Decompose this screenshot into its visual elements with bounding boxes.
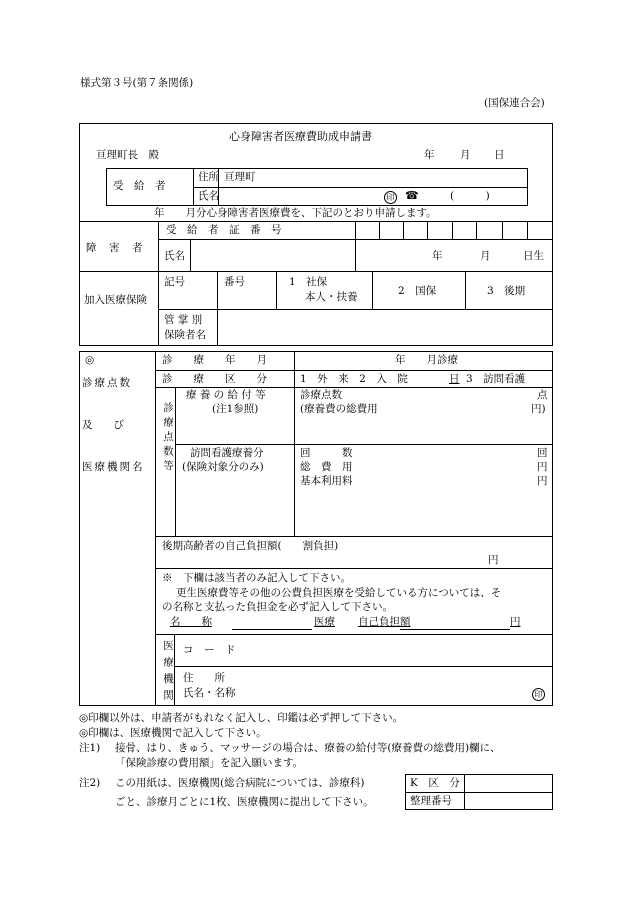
k-category-label: K 区 分 [410,777,460,789]
note-line-3: の名称と支払った負担金を必ず記入して下さい。 [162,601,393,613]
note-line-2: 更生医療費等その他の公費負担医療を受給している方については、そ [176,587,502,599]
treatment-class-days[interactable]: 日 [449,373,460,385]
benefit-note: (注1参照) [212,403,259,415]
note-seal: ◎印欄以外は、申請者がもれなく記入し、印鑑は必ず押して下さい。 [79,712,404,724]
treatment-class-home[interactable]: 3 訪問看護 [466,373,526,385]
recipient-label: 受 給 者 [113,180,166,192]
note-1-line-2: 「保険診療の費用額」を記入願います。 [115,757,304,769]
name-label: 氏名 [198,190,219,202]
addressee: 亘理町長 殿 [96,149,159,161]
insurance-label: 加入医療保険 [84,294,147,306]
certificate-number-label: 受 給 者 証 番 号 [166,224,282,236]
number-label: 番号 [224,276,245,288]
note-2-line-2: ごと、診療月ごとに1枚、医療機関に提出して下さい。 [115,796,374,808]
public-yen-column: 円 [510,616,521,628]
treatment-class-label: 診 療 区 分 [162,373,267,385]
organization-label: (国保連合会) [484,97,545,109]
points-vertical-label: 診療点数等 [162,402,174,475]
note-medical: ◎印欄は、医療機関で記入して下さい。 [79,727,267,739]
benefit-total-unit: 円) [531,403,546,415]
elderly-copay-label: 後期高齢者の自己負担額( 割負担) [162,540,339,552]
left-label-facility: 医療機関名 [82,461,145,473]
visit-care-label: 訪問看護療養分 [190,447,264,459]
treatment-month-field[interactable]: 年 月診療 [395,354,458,366]
facility-seal-icon: 印 [532,688,545,701]
insurer-label: 管 掌 別 保険者名 [164,314,206,341]
visit-total-label: 総 費 用 [300,461,353,473]
note-1-line-1: 接骨、はり、きゅう、マッサージの場合は、療養の給付等(療養費の総費用)欄に、 [115,742,501,754]
birth-day[interactable]: 日生 [523,250,544,262]
visit-basic-unit: 円 [537,475,548,487]
form-title: 心身障害者医療費助成申請書 [229,130,372,143]
insurance-option-3[interactable]: 3 後期 [487,285,526,297]
circle-mark: ◎ [85,354,95,366]
phone-icon: ☎ [405,189,419,202]
birth-month[interactable]: 月 [480,250,491,262]
facility-address-label: 住 所 [183,672,225,684]
name-field[interactable] [224,191,374,203]
address-field[interactable]: 亘理町 [224,171,256,183]
treatment-month-label: 診 療 年 月 [162,354,267,366]
request-line: 年 月分心身障害者医療費を、下記のとおり申請します。 [154,207,437,219]
visit-count-label: 回 数 [300,447,353,459]
insurance-option-1[interactable]: 1 社保 [289,276,328,288]
form-number: 様式第３号(第７条関係) [80,77,194,89]
serial-number-label: 整理番号 [410,795,452,807]
note-2-label: 注2) [79,777,101,789]
facility-vertical-label: 医療機関 [162,640,174,706]
facility-name-label: 氏名・名称 [183,687,236,699]
facility-code-label: コ ー ド [183,644,236,656]
treatment-class-options[interactable]: 1 外 来 2 入 院 [300,373,408,385]
public-copay-column: 自己負担額 [358,616,411,628]
left-label-and: 及 び [82,419,124,431]
left-label-points: 診療点数 [82,377,132,389]
birth-year[interactable]: 年 [432,250,443,262]
benefit-points-label: 診療点数 [300,389,342,401]
visit-total-unit: 円 [537,461,548,473]
symbol-label: 記号 [164,276,185,288]
benefit-total-label: (療養費の総費用 [300,403,378,415]
insurance-option-1-sub: 本人・扶養 [305,291,358,303]
disabled-person-label: 障 害 者 [86,242,144,254]
disabled-name-label: 氏名 [164,250,185,262]
visit-count-unit: 回 [537,447,548,459]
note-1-label: 注1) [79,742,101,754]
elderly-copay-unit: 円 [488,554,499,566]
public-medical-column: 医療 [314,616,335,628]
address-label: 住所 [198,171,219,183]
visit-basic-label: 基本利用料 [300,475,353,487]
visit-care-note: (保険対象分のみ) [182,461,264,473]
date-day[interactable]: 日 [494,149,505,161]
benefit-label: 療 養 の 給 付 等 [186,389,266,401]
phone-field[interactable]: ( ) [450,190,490,202]
public-name-column: 名 称 [170,616,212,628]
note-2-line-1: この用紙は、医療機関(総合病院については、診療科) [115,777,365,789]
date-month[interactable]: 月 [460,149,471,161]
benefit-points-unit: 点 [537,389,548,401]
note-line-1: ※ 下欄は該当者のみ記入して下さい。 [162,572,351,584]
insurance-option-2[interactable]: 2 国保 [398,285,437,297]
seal-icon: 印 [384,191,397,204]
date-year[interactable]: 年 [424,149,435,161]
